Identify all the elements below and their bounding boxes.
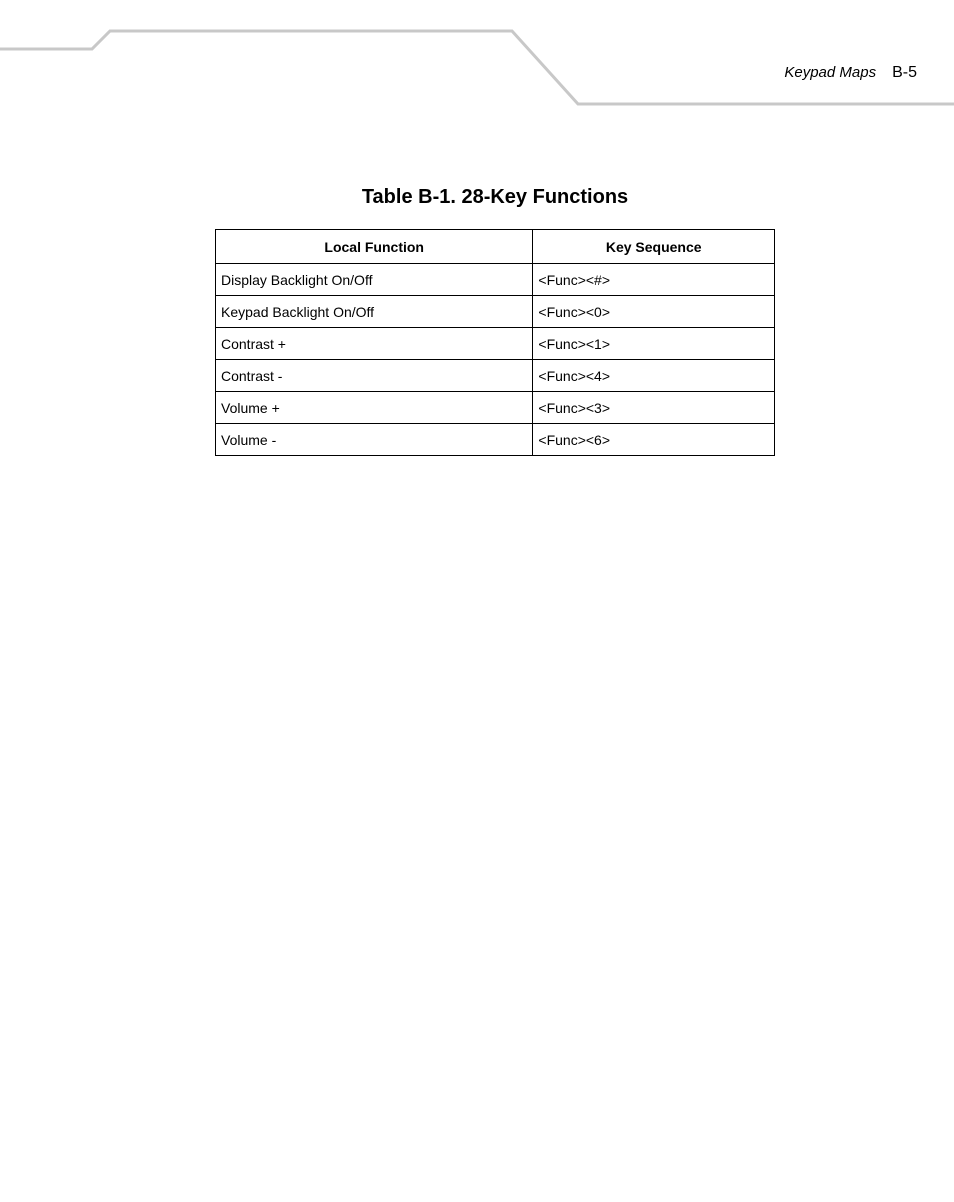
page-number: B-5 — [892, 64, 917, 81]
column-header-local-function: Local Function — [216, 230, 533, 264]
key-sequence-cell: <Func><0> — [533, 296, 775, 328]
key-sequence-cell: <Func><#> — [533, 264, 775, 296]
section-title: Keypad Maps — [784, 64, 877, 81]
key-sequence-cell: <Func><6> — [533, 424, 775, 456]
table-row — [216, 360, 775, 392]
table-row — [216, 424, 775, 456]
key-sequence-cell: <Func><3> — [533, 392, 775, 424]
key-sequence-cell: <Func><4> — [533, 360, 775, 392]
local-function-cell: Volume + — [216, 392, 533, 424]
local-function-cell: Contrast - — [216, 360, 533, 392]
local-function-cell: Contrast + — [216, 328, 533, 360]
running-head — [784, 64, 917, 82]
table-row — [216, 296, 775, 328]
local-function-cell: Volume - — [216, 424, 533, 456]
table-row — [216, 392, 775, 424]
key-sequence-cell: <Func><1> — [533, 328, 775, 360]
table-title: Table B-1. 28-Key Functions — [361, 186, 629, 208]
key-functions-table — [215, 229, 775, 456]
header-rule — [0, 0, 954, 110]
local-function-cell: Display Backlight On/Off — [216, 264, 533, 296]
table-row — [216, 328, 775, 360]
table-row — [216, 264, 775, 296]
column-header-key-sequence: Key Sequence — [533, 230, 775, 264]
local-function-cell: Keypad Backlight On/Off — [216, 296, 533, 328]
table-header-row — [216, 230, 775, 264]
